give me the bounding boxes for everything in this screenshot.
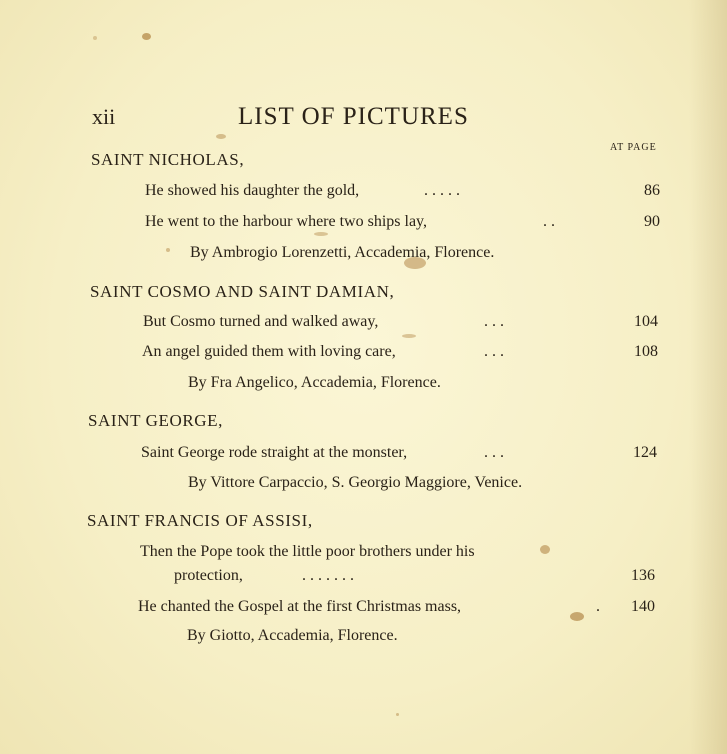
artist-credit: By Giotto, Accademia, Florence.: [187, 627, 398, 644]
picture-title: Saint George rode straight at the monster,: [141, 444, 408, 461]
page-ref: 86: [644, 182, 660, 199]
stain: [93, 36, 97, 40]
stain: [142, 33, 151, 40]
artist-credit: By Fra Angelico, Accademia, Florence.: [188, 374, 441, 391]
leader-dots: . . .: [484, 343, 504, 360]
picture-title: He chanted the Gospel at the first Christmas mass,: [138, 598, 462, 615]
picture-title: He showed his daughter the gold,: [145, 182, 360, 199]
page-ref: 90: [644, 213, 660, 230]
section-heading: SAINT NICHOLAS,: [91, 150, 245, 169]
picture-title: Then the Pope took the little poor brothers under his: [140, 543, 475, 560]
stain: [166, 248, 170, 252]
stain: [402, 334, 416, 338]
artist-credit: By Ambrogio Lorenzetti, Accademia, Florence.: [190, 244, 495, 261]
stain: [396, 713, 399, 716]
stain: [540, 545, 550, 554]
leader-dots: . . . . . . .: [302, 567, 354, 584]
page-ref: 108: [634, 343, 658, 360]
section-heading: SAINT GEORGE,: [88, 411, 223, 430]
leader-dots: . . .: [484, 313, 504, 330]
stain: [216, 134, 226, 139]
picture-title-continuation: protection,: [174, 567, 243, 584]
stain: [570, 612, 584, 621]
page-title: LIST OF PICTURES: [238, 103, 469, 130]
section-heading: SAINT FRANCIS OF ASSISI,: [87, 511, 313, 530]
picture-title: An angel guided them with loving care,: [142, 343, 396, 360]
page-ref: 136: [631, 567, 655, 584]
leader-dots: . . .: [484, 444, 504, 461]
artist-credit: By Vittore Carpaccio, S. Georgio Maggiore, Venice.: [188, 474, 523, 491]
page-ref: 124: [633, 444, 657, 461]
leader-dots: . . . . .: [424, 182, 460, 199]
page-edge-shadow: [689, 0, 727, 754]
stain: [314, 232, 328, 236]
page-number: xii: [92, 104, 116, 129]
section-heading: SAINT COSMO AND SAINT DAMIAN,: [90, 282, 395, 301]
at-page-column-label: AT PAGE: [610, 142, 657, 153]
page-ref: 104: [634, 313, 658, 330]
leader-dots: . .: [543, 213, 555, 230]
leader-dots: .: [596, 598, 600, 615]
picture-title: He went to the harbour where two ships lay,: [145, 213, 427, 230]
page-ref: 140: [631, 598, 655, 615]
picture-title: But Cosmo turned and walked away,: [143, 313, 379, 330]
